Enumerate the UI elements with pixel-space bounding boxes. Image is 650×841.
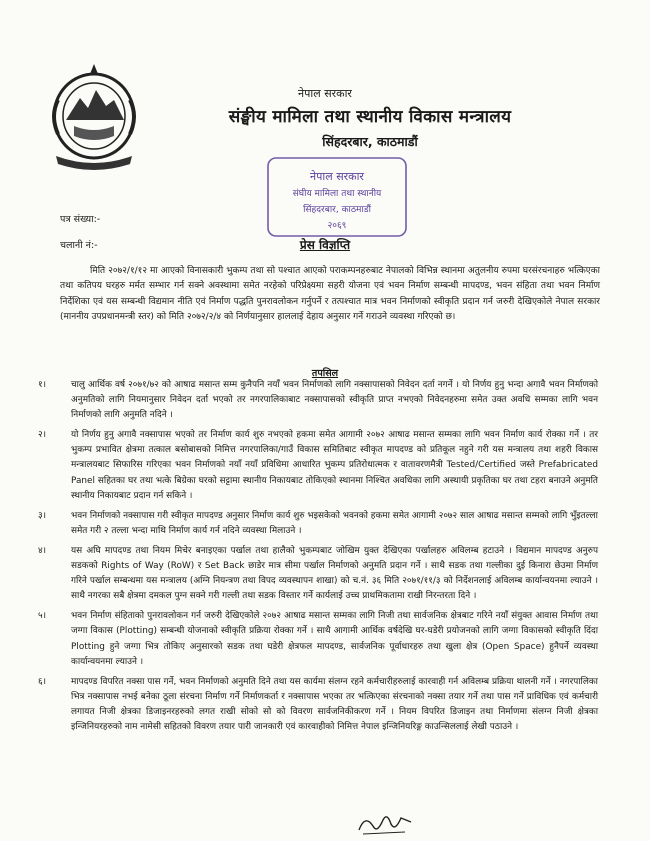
office-stamp <box>262 152 412 244</box>
list-item <box>38 544 598 604</box>
government-name: नेपाल सरकार <box>298 87 352 100</box>
item-text: भवन निर्माणको नक्सापास गरी स्वीकृत मापदण्ड अनुसार निर्माण कार्य शुरु भइसकेको भवनको हकमा समेत आगामी २०७२ साल आषाढ मसान्त सम्मको लागि भुँइतल्ला समेत गरी २ तल्ला भन्दा माथि निर्माण कार्य गर्न नदिने व्यवस्था मिलाउने । <box>71 510 598 536</box>
item-text: यो निर्णय हुनु अगावै नक्सापास भएको तर निर्माण कार्य शुरु नभएको हकमा समेत आगामी २०७२ आषाढ मसान्त सम्मका लागि भवन निर्माण कार्य रोक्का गर्ने । तर भुकम्प प्रभावित क्षेत्रमा तत्काल बसोबासको निमित्त नगरपालिका/गाउँ विकास समितिबाट स्वीकृत मापदण्ड को प्रतिकूल नहुने गरी यस मन्त्रालय तथा शहरी विकास मन्त्रालयबाट सिफारिस गरिएका भवन निर्माणको नयाँ नयाँ प्रविधिमा आधारित भुकम्प प्रतिरोधात्मक र वातावरणमैत्री Tested/Certified जस्ते Prefabricated Panel सहितका घर तथा भत्के बिग्रेका घरको सट्टामा स्थानीय निकायबाट तोकिएको स्थानमा निश्चित अवधिका लागि अस्थायी प्रकृतिका घर तथा टहरा बनाउने अनुमति स्थानीय निकायबाट प्रदान गर्न सकिने । <box>71 430 598 501</box>
stamp-line-1: नेपाल सरकार <box>310 170 364 183</box>
list-item <box>38 509 598 539</box>
item-text: भवन निर्माण संहिताको पुनरावलोकन गर्न जरुरी देखिएकोले २०७२ आषाढ मसान्त सम्मका लागि निजी तथा सार्वजनिक क्षेत्रबाट गरिने नयाँ संयुक्त आवास निर्माण तथा जग्गा विकास (Plotting) सम्बन्धी योजनाको स्वीकृति प्रक्रिया रोक्का गर्ने । साथै आगामी आर्थिक वर्षदेखि घर-घडेरी प्रयोजनको लागि जग्गा विकासको स्वीकृति दिंदा Plotting हुने जग्गा भित्र तोकिए अनुसारको सडक तथा घडेरी क्षेत्रफल मापदण्ड, सार्वजनिक पूर्वाधारहरु तथा खुला क्षेत्र (Open Space) हुनैपर्ने व्यवस्था कार्यान्वयनमा ल्याउने । <box>71 611 598 667</box>
list-item <box>38 378 598 423</box>
stamp-year: २०६९ <box>327 221 347 231</box>
item-number: ४। <box>38 545 47 556</box>
intro-paragraph: मिति २०७२/१/१२ मा आएको विनासकारी भुकम्प तथा सो पश्चात आएको पराकम्पनहरुबाट नेपालको विभिन्न स्थानमा अतुलनीय रुपमा घरसंरचनाहरु भत्किएका तथा कतिपय घरहरु मर्मत सम्भार गर्न सक्ने अवस्थामा समेत नरहेको परिप्रेक्ष्यमा सहरी योजना एवं भवन निर्माण सम्बन्धी मापदण्ड, भवन संहिता तथा भवन निर्माण निर्देशिका एवं यस सम्बन्धी विद्यमान नीति एवं निर्माण पद्धति पुनरावलोकन गर्नुपर्ने र तत्पश्चात मात्र भवन निर्माणको स्वीकृति प्रदान गर्न जरुरी देखिएकोले नेपाल सरकार (माननीय उपप्रधानमन्त्री स्तर) को मिति २०७२/२/४ को निर्णयानुसार हाललाई देहाय अनुसार गर्ने गराउने व्यवस्था गरिएको छ। <box>60 266 600 322</box>
document-title: प्रेस विज्ञप्ति <box>299 238 351 252</box>
item-number: ६। <box>38 676 47 687</box>
details-heading: तपसिल <box>311 368 339 379</box>
item-text: मापदण्ड विपरित नक्सा पास गर्ने, भवन निर्माणको अनुमति दिने तथा यस कार्यमा संलग्न रहने कर्मचारीहरुलाई कारवाही गर्न अविलम्ब प्रक्रिया थालनी गर्ने । नगरपालिका भित्र नक्सापास नभई बनेका ठूला संरचना निर्माण गर्ने निर्माणकर्ता र नक्सापास भएका तर भत्किएका संरचनाको नक्सा तयार गर्ने तथा पास गर्ने प्राविधिक एवं कर्मचारी लगायत निजी क्षेत्रका डिजाइनरहरुको लगत राखी सोको सो को विवरण सार्वजनिकीकरण गर्ने । नियम विपरित डिजाइन तथा निर्माणमा संलग्न निजी क्षेत्रका इन्जिनियरहरुको नाम नामेसी सहितको विवरण तयार पारी जानकारी एवं कारवाहीको निमित्त नेपाल इन्जिनियरिङ्ग काउन्सिललाई लेखी पठाउने । <box>71 676 598 732</box>
ministry-address: सिंहदरबार, काठमाडौं <box>322 134 418 149</box>
item-number: ५। <box>38 611 47 622</box>
dispatch-number-label: चलानी नं:- <box>60 240 98 251</box>
item-number: १। <box>38 380 47 390</box>
stamp-line-3: सिंहदरबार, काठमाडौं <box>303 205 371 215</box>
reference-number-label: पत्र संख्या:- <box>60 214 101 225</box>
list-item <box>38 675 598 735</box>
stamp-line-2: संघीय मामिला तथा स्थानीय <box>292 189 382 199</box>
item-text: चालु आर्थिक वर्ष २०७१/७२ को आषाढ मसान्त सम्म कुनैपनि नयाँ भवन निर्माणको लागि नक्सापासको निवेदन दर्ता नगर्ने । यो निर्णय हुनु भन्दा अगावै भवन निर्माणको अनुमतिको लागि नियमानुसार निवेदन दर्ता भएको तर नगरपालिकाबाट नक्सापासको स्वीकृति प्राप्त नभएको निवेदनहरुमा समेत उक्त अवधि सम्मका लागि भवन निर्माणको लागि अनुमति नदिने । <box>71 380 598 421</box>
list-item <box>38 609 598 669</box>
item-number: ३। <box>38 510 47 521</box>
item-text: यस अघि मापदण्ड तथा नियम मिचेर बनाइएका पर्खाल तथा हालैको भुकम्पबाट जोखिम युक्त देखिएका पर्खालहरु अविलम्ब हटाउने । विद्यमान मापदण्ड अनुरुप सडकको Rights of Way (RoW) र Set Back छाडेर मात्र सीमा पर्खाल निर्माणको अनुमति प्रदान गर्ने । साथै सडक तथा गल्लीका दुई किनारा छेउमा निर्माण गरिने पर्खाल सम्बन्धमा यस मन्त्रालय (अग्नि नियन्त्रण तथा विपद व्यवस्थापन शाखा) को च.नं. ३६ मिति २०७१/११/३ को निर्देशनलाई अविलम्ब कार्यान्वयनमा ल्याउने । साथै नगरका सबै क्षेत्रमा दमकल पुग्न सक्ने गरी गल्ली तथा सडक विस्तार गर्ने कार्यलाई उच्च प्राथमिकतामा राखी निरन्तरता दिने । <box>71 545 598 602</box>
ministry-name: संङ्घीय मामिला तथा स्थानीय विकास मन्त्रालय <box>228 107 512 127</box>
nepal-government-emblem <box>44 60 144 172</box>
list-item <box>38 428 598 503</box>
decision-list <box>38 378 598 740</box>
signature <box>355 808 415 838</box>
item-number: २। <box>38 430 47 441</box>
